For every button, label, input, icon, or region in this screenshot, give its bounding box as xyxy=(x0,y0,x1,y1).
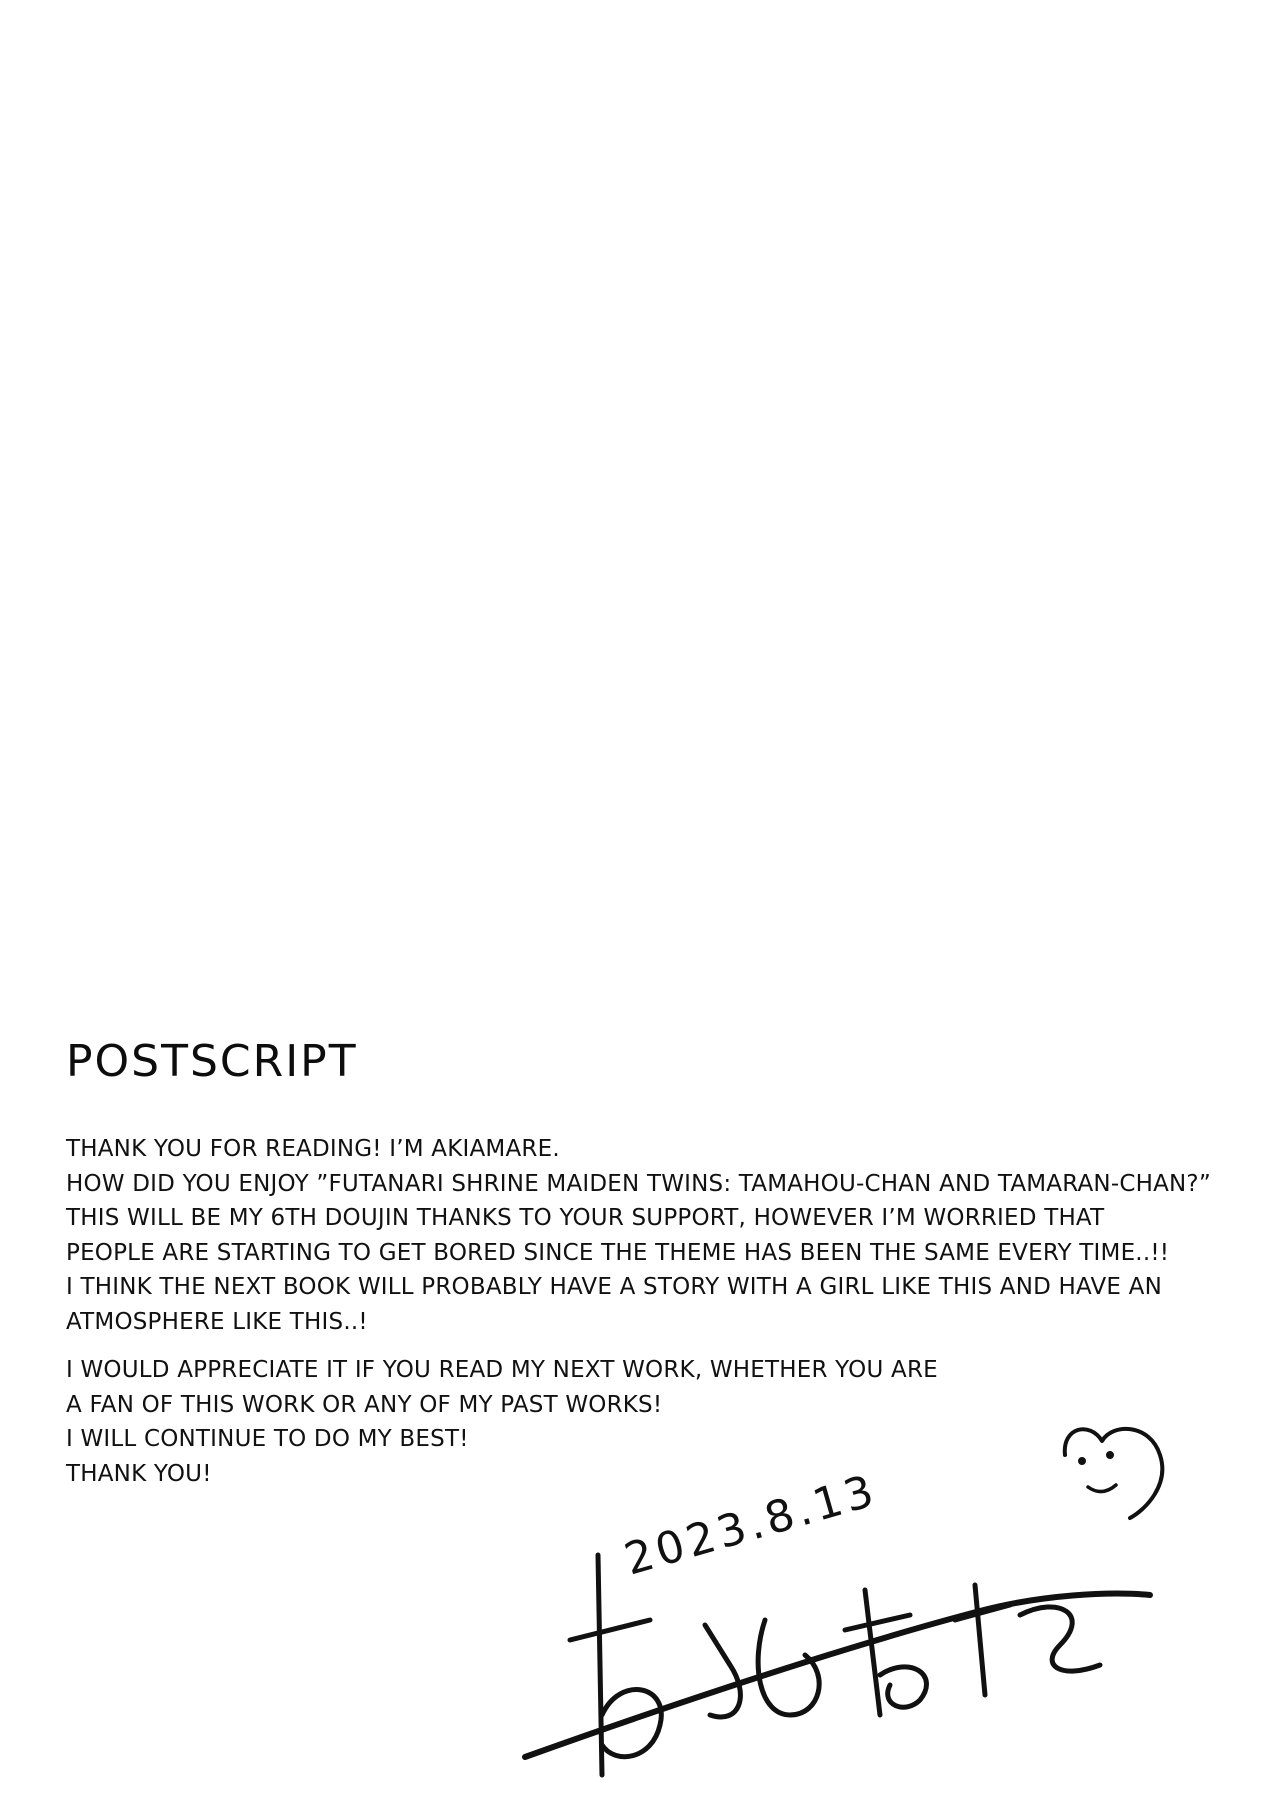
signature-stroke xyxy=(975,1585,985,1695)
signature-stroke xyxy=(845,1615,910,1630)
signature-stroke xyxy=(598,1555,602,1775)
text-line: THIS WILL BE MY 6TH DOUJIN THANKS TO YOUR SUPPORT, HOWEVER I’M WORRIED THAT xyxy=(66,1205,1105,1231)
signature-stroke xyxy=(602,1690,661,1757)
text-line: THANK YOU FOR READING! I’M AKIAMARE. xyxy=(66,1136,560,1162)
handwritten-signature xyxy=(590,1415,1190,1805)
doodle-eye-icon xyxy=(1107,1452,1114,1459)
signature-stroke xyxy=(865,1590,880,1715)
text-line: HOW DID YOU ENJOY ”FUTANARI SHRINE MAIDEN TWINS: TAMAHOU-CHAN AND TAMARAN-CHAN?” xyxy=(66,1170,1211,1197)
signature-drawing xyxy=(590,1415,1190,1805)
text-line: I WILL CONTINUE TO DO MY BEST! xyxy=(66,1426,469,1452)
signature-strokes xyxy=(525,1429,1162,1775)
doodle-eye-icon xyxy=(1079,1458,1086,1465)
text-line: ATMOSPHERE LIKE THIS..! xyxy=(66,1308,368,1335)
text-line: A FAN OF THIS WORK OR ANY OF MY PAST WORKS! xyxy=(66,1391,663,1418)
text-line: I THINK THE NEXT BOOK WILL PROBABLY HAVE A STORY WITH A GIRL LIKE THIS AND HAVE AN xyxy=(66,1274,1162,1300)
signature-stroke xyxy=(570,1620,650,1640)
signature-stroke xyxy=(705,1625,740,1717)
text-line: PEOPLE ARE STARTING TO GET BORED SINCE THE THEME HAS BEEN THE SAME EVERY TIME..!! xyxy=(66,1239,1170,1266)
heart-doodle-icon xyxy=(1065,1429,1163,1518)
text-line: THANK YOU! xyxy=(66,1460,212,1487)
text-line: I WOULD APPRECIATE IT IF YOU READ MY NEXT WORK, WHETHER YOU ARE xyxy=(66,1357,938,1383)
postscript-heading: POSTSCRIPT xyxy=(66,1036,358,1087)
signature-stroke xyxy=(880,1667,926,1707)
signature-stroke xyxy=(1020,1607,1100,1671)
postscript-paragraph-1 xyxy=(66,1132,1246,1339)
signature-swoosh xyxy=(525,1594,1150,1757)
signature-date: 2023.8.13 xyxy=(618,1464,883,1586)
doodle-mouth-icon xyxy=(1088,1485,1116,1492)
